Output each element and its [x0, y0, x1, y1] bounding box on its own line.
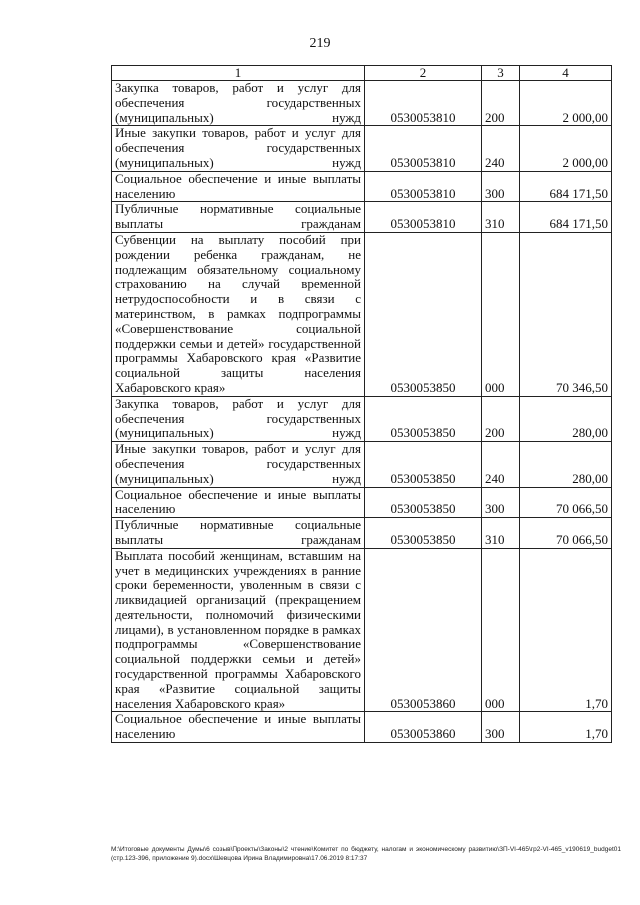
target-code: 0530053860 [365, 712, 482, 743]
target-code: 0530053850 [365, 442, 482, 487]
amount: 684 171,50 [520, 202, 612, 233]
amount: 70 066,50 [520, 487, 612, 518]
budget-table [111, 65, 612, 743]
item-name: Социальное обеспечение и иные выплаты населению [112, 712, 365, 743]
table-row [112, 171, 612, 202]
table-row [112, 442, 612, 487]
item-name: Иные закупки товаров, работ и услуг для обеспечения государственных (муниципальных) нужд [112, 442, 365, 487]
table-header-row [112, 66, 612, 81]
amount: 2 000,00 [520, 81, 612, 126]
expense-type: 240 [482, 126, 520, 171]
table-row [112, 232, 612, 396]
target-code: 0530053850 [365, 232, 482, 396]
item-name: Закупка товаров, работ и услуг для обеспечения государственных (муниципальных) нужд [112, 396, 365, 441]
expense-type: 310 [482, 202, 520, 233]
table-row [112, 487, 612, 518]
column-header: 2 [365, 66, 482, 81]
target-code: 0530053860 [365, 548, 482, 712]
target-code: 0530053810 [365, 81, 482, 126]
file-path-footer: М:\Итоговые документы Думы\6 созыв\Проекты\Законы\2 чтение\Комитет по бюджету, налогам и экономическому развитию\ЗП-VI-465\гр2-VI-465_v190619_budget01 (стр.123-396, приложение 9).docx\Шевцова Ирина Владимировна\17.06.2019 8:17:37 [111, 846, 621, 862]
table-row [112, 202, 612, 233]
column-header: 3 [482, 66, 520, 81]
amount: 2 000,00 [520, 126, 612, 171]
amount: 1,70 [520, 712, 612, 743]
expense-type: 240 [482, 442, 520, 487]
expense-type: 200 [482, 396, 520, 441]
amount: 684 171,50 [520, 171, 612, 202]
expense-type: 310 [482, 518, 520, 549]
table-row [112, 548, 612, 712]
item-name: Субвенции на выплату пособий при рождении ребенка гражданам, не подлежащим обязательному социальному страхованию на случай временной нетрудоспособности и в связи с материнством, в рамках подпрограммы «Совершенствование социальной поддержки семьи и детей» государственной программы Хабаровского края «Развитие социальной защиты населения Хабаровского края» [112, 232, 365, 396]
item-name: Выплата пособий женщинам, вставшим на учет в медицинских учреждениях в ранние сроки беременности, уволенным в связи с ликвидацией организаций (прекращением деятельности, полномочий физическими лицами), в установленном порядке в рамках подпрограммы «Совершенствование социальной поддержки семьи и детей» государственной программы Хабаровского края «Развитие социальной защиты населения Хабаровского края» [112, 548, 365, 712]
page-number: 219 [309, 36, 331, 51]
item-name: Социальное обеспечение и иные выплаты населению [112, 171, 365, 202]
target-code: 0530053810 [365, 202, 482, 233]
expense-type: 300 [482, 171, 520, 202]
table-row [112, 81, 612, 126]
target-code: 0530053810 [365, 126, 482, 171]
item-name: Социальное обеспечение и иные выплаты населению [112, 487, 365, 518]
target-code: 0530053850 [365, 518, 482, 549]
amount: 70 066,50 [520, 518, 612, 549]
item-name: Публичные нормативные социальные выплаты гражданам [112, 518, 365, 549]
target-code: 0530053850 [365, 487, 482, 518]
target-code: 0530053850 [365, 396, 482, 441]
expense-type: 300 [482, 712, 520, 743]
expense-type: 300 [482, 487, 520, 518]
amount: 70 346,50 [520, 232, 612, 396]
amount: 280,00 [520, 396, 612, 441]
target-code: 0530053810 [365, 171, 482, 202]
table-row [112, 126, 612, 171]
column-header: 4 [520, 66, 612, 81]
amount: 1,70 [520, 548, 612, 712]
item-name: Закупка товаров, работ и услуг для обеспечения государственных (муниципальных) нужд [112, 81, 365, 126]
table-row [112, 396, 612, 441]
expense-type: 000 [482, 232, 520, 396]
expense-type: 000 [482, 548, 520, 712]
item-name: Иные закупки товаров, работ и услуг для обеспечения государственных (муниципальных) нужд [112, 126, 365, 171]
table-row [112, 518, 612, 549]
item-name: Публичные нормативные социальные выплаты гражданам [112, 202, 365, 233]
expense-type: 200 [482, 81, 520, 126]
amount: 280,00 [520, 442, 612, 487]
table-row [112, 712, 612, 743]
column-header: 1 [112, 66, 365, 81]
